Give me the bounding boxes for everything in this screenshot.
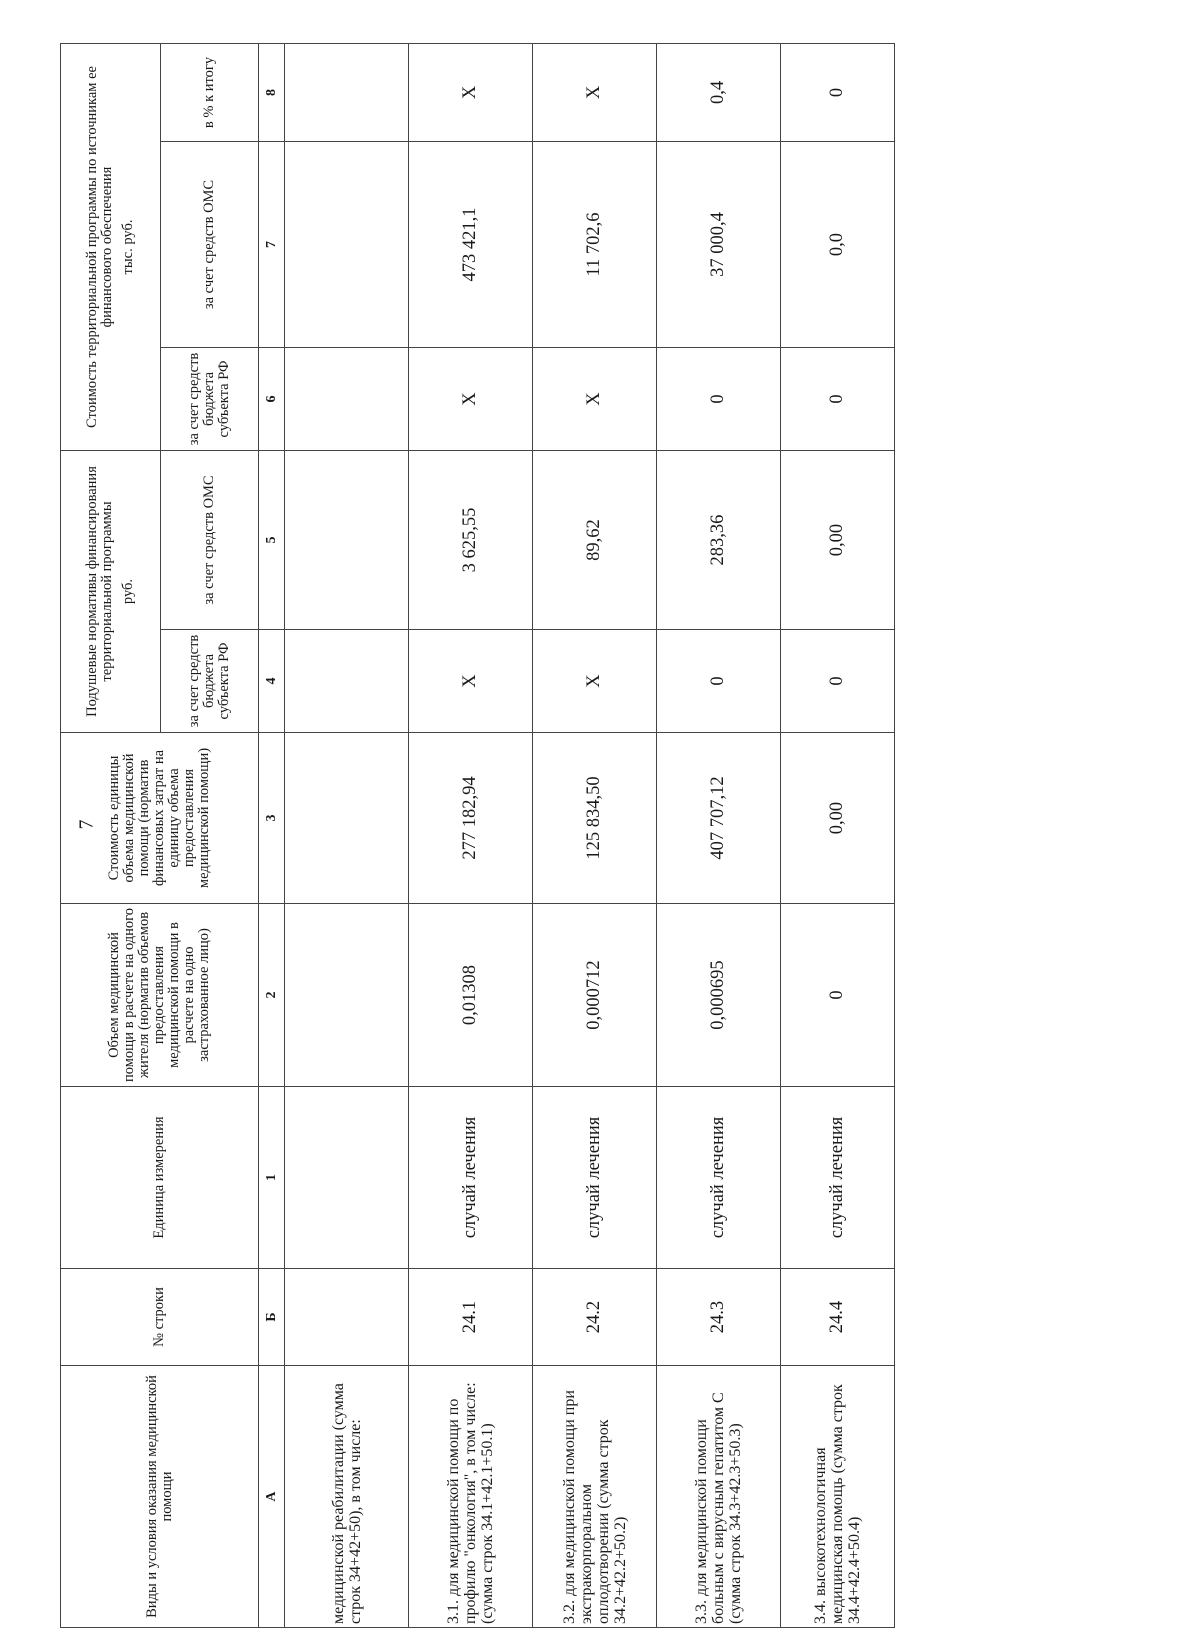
header-group-per-capita-title: Подушевые нормативы финансирования территориальной программы: [84, 466, 115, 717]
table-row: [409, 43, 533, 1627]
row-volume: [285, 904, 409, 1087]
row-percap-budget: 0: [781, 630, 895, 733]
row-cost-percent: X: [409, 43, 533, 141]
row-description: 3.3. для медицинской помощи больным с вирусным гепатитом С (сумма строк 34.3+42.3+50.3): [657, 1366, 781, 1628]
row-unit-cost: 407 707,12: [657, 733, 781, 904]
header-col-5: за счет средств ОМС: [161, 451, 259, 630]
row-cost-oms: 11 702,6: [533, 142, 657, 348]
row-unit-cost: 277 182,94: [409, 733, 533, 904]
financing-table: [60, 43, 895, 1628]
col-number-b: Б: [259, 1269, 285, 1366]
row-number: 24.2: [533, 1269, 657, 1366]
header-col-8: в % к итогу: [161, 43, 259, 141]
column-number-row: [259, 43, 285, 1627]
row-description: 3.1. для медицинской помощи по профилю "онкология", в том числе: (сумма строк 34.1+42.1+50.1): [409, 1366, 533, 1628]
col-number-a: А: [259, 1366, 285, 1628]
header-col-b: № строки: [61, 1269, 259, 1366]
table-row: [533, 43, 657, 1627]
row-percap-budget: 0: [657, 630, 781, 733]
col-number-2: 2: [259, 904, 285, 1087]
row-percap-oms: 0,00: [781, 451, 895, 630]
row-percap-budget: [285, 630, 409, 733]
col-number-7: 7: [259, 142, 285, 348]
row-cost-oms: 0,0: [781, 142, 895, 348]
row-number: 24.3: [657, 1269, 781, 1366]
col-number-4: 4: [259, 630, 285, 733]
col-number-5: 5: [259, 451, 285, 630]
row-unit: случай лечения: [533, 1087, 657, 1269]
row-percap-oms: [285, 451, 409, 630]
row-unit-cost: [285, 733, 409, 904]
row-unit-cost: 125 834,50: [533, 733, 657, 904]
row-cost-oms: 37 000,4: [657, 142, 781, 348]
header-col-a: Виды и условия оказания медицинской помощи: [61, 1366, 259, 1628]
table-row: [657, 43, 781, 1627]
row-volume: 0,01308: [409, 904, 533, 1087]
row-volume: 0,000712: [533, 904, 657, 1087]
row-number: 24.1: [409, 1269, 533, 1366]
row-description: 3.4. высокотехнологичная медицинская помощь (сумма строк 34.4+42.4+50.4): [781, 1366, 895, 1628]
table-row: [285, 43, 409, 1627]
header-col-4: за счет средств бюджета субъекта РФ: [161, 630, 259, 733]
row-percap-oms: 3 625,55: [409, 451, 533, 630]
header-col-1: Единица измерения: [61, 1087, 259, 1269]
row-percap-oms: 89,62: [533, 451, 657, 630]
header-row-1: [61, 43, 161, 1627]
row-unit: [285, 1087, 409, 1269]
row-unit: случай лечения: [409, 1087, 533, 1269]
row-cost-oms: 473 421,1: [409, 142, 533, 348]
row-volume: 0,000695: [657, 904, 781, 1087]
row-cost-percent: X: [533, 43, 657, 141]
header-col-6: за счет средств бюджета субъекта РФ: [161, 348, 259, 451]
row-cost-percent: 0,4: [657, 43, 781, 141]
header-col-2: Объем медицинской помощи в расчете на одного жителя (норматив объемов предоставления медицинской помощи в расчете на одно застрахованное лицо): [61, 904, 259, 1087]
header-unit-rub: руб.: [120, 578, 136, 605]
row-cost-budget: X: [533, 348, 657, 451]
header-group-program-cost: [61, 43, 161, 450]
row-description: медицинской реабилитации (сумма строк 34+42+50), в том числе:: [285, 1366, 409, 1628]
row-unit-cost: 0,00: [781, 733, 895, 904]
header-group-per-capita: [61, 451, 161, 733]
row-cost-budget: X: [409, 348, 533, 451]
row-cost-budget: 0: [781, 348, 895, 451]
header-col-7: за счет средств ОМС: [161, 142, 259, 348]
table-row: [781, 43, 895, 1627]
row-cost-percent: 0: [781, 43, 895, 141]
col-number-3: 3: [259, 733, 285, 904]
row-unit: случай лечения: [657, 1087, 781, 1269]
row-cost-percent: [285, 43, 409, 141]
row-percap-budget: X: [409, 630, 533, 733]
row-percap-oms: 283,36: [657, 451, 781, 630]
header-unit-tys-rub: тыс. руб.: [120, 219, 136, 275]
row-volume: 0: [781, 904, 895, 1087]
col-number-1: 1: [259, 1087, 285, 1269]
page-number: 7: [75, 819, 98, 830]
row-cost-oms: [285, 142, 409, 348]
col-number-6: 6: [259, 348, 285, 451]
row-percap-budget: X: [533, 630, 657, 733]
row-number: [285, 1269, 409, 1366]
row-unit: случай лечения: [781, 1087, 895, 1269]
col-number-8: 8: [259, 43, 285, 141]
row-cost-budget: [285, 348, 409, 451]
row-description: 3.2. для медицинской помощи при экстракорпоральном оплодотворении (сумма строк 34.2+42.2+50.2): [533, 1366, 657, 1628]
rotated-table-page: [60, 44, 1180, 1628]
header-col-3: Стоимость единицы объема медицинской помощи (норматив финансовых затрат на единицу объема предоставления медицинской помощи): [61, 733, 259, 904]
row-number: 24.4: [781, 1269, 895, 1366]
row-cost-budget: 0: [657, 348, 781, 451]
header-group-program-cost-title: Стоимость территориальной программы по источникам ее финансового обеспечения: [84, 66, 115, 428]
